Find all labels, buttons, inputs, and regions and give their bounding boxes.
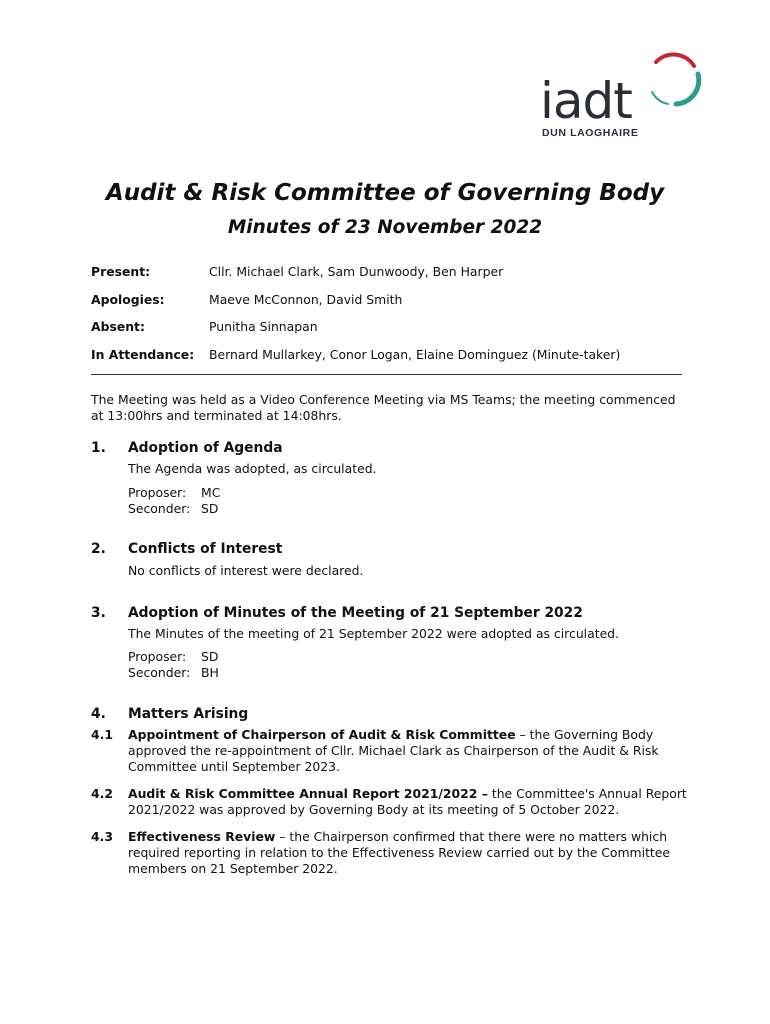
section-title: Adoption of Minutes of the Meeting of 21 September 2022 — [128, 605, 583, 621]
proposer-line — [128, 649, 218, 665]
attendance-in-attendance — [91, 347, 620, 362]
document-title: Audit & Risk Committee of Governing Body — [105, 180, 665, 206]
subsection-text — [128, 829, 688, 877]
section-number: 1. — [91, 440, 106, 456]
logo-wordmark: iadt — [540, 72, 632, 130]
section-text: No conflicts of interest were declared. — [128, 563, 364, 578]
section-title: Adoption of Agenda — [128, 440, 283, 456]
meeting-intro: The Meeting was held as a Video Conference Meeting via MS Teams; the meeting commenced at 13:00hrs and terminated at 14:08hrs. — [91, 392, 676, 423]
section-title: Conflicts of Interest — [128, 541, 283, 557]
subsection-body: – the Chairperson confirmed that there were no matters which required reporting in relation to the Effectiveness Review carried out by the Committee members on 21 September 2022. — [128, 829, 671, 876]
seconder-value: SD — [201, 501, 219, 516]
attendance-value: Bernard Mullarkey, Conor Logan, Elaine Dominguez (Minute-taker) — [209, 347, 621, 362]
subsection-text — [128, 727, 688, 775]
subsection-number: 4.2 — [91, 786, 113, 801]
logo-arc-icon — [642, 52, 704, 108]
subsection-heading: Audit & Risk Committee Annual Report 2021/2022 – — [128, 786, 488, 801]
attendance-value: Punitha Sinnapan — [209, 319, 318, 334]
section-number: 3. — [91, 605, 106, 621]
attendance-label: Apologies: — [91, 292, 165, 307]
proposer-value: MC — [201, 485, 221, 500]
proposer-label: Proposer: — [128, 649, 187, 664]
section-number: 4. — [91, 706, 106, 722]
attendance-absent — [91, 319, 318, 334]
proposer-value: SD — [201, 649, 219, 664]
subsection-number: 4.1 — [91, 727, 113, 742]
subsection-text — [128, 786, 688, 818]
section-title: Matters Arising — [128, 706, 249, 722]
attendance-label: Absent: — [91, 319, 145, 334]
subsection-heading: Appointment of Chairperson of Audit & Risk Committee — [128, 727, 516, 742]
section-text: The Minutes of the meeting of 21 September 2022 were adopted as circulated. — [128, 626, 619, 641]
logo-subtitle: DUN LAOGHAIRE — [542, 127, 639, 139]
attendance-value: Maeve McConnon, David Smith — [209, 292, 403, 307]
attendance-label: Present: — [91, 264, 151, 279]
divider — [91, 374, 682, 375]
subsection-body: the Committee's Annual Report 2021/2022 was approved by Governing Body at its meeting of 5 October 2022. — [128, 786, 687, 817]
proposer-line — [128, 485, 220, 501]
proposer-label: Proposer: — [128, 485, 187, 500]
document-subtitle: Minutes of 23 November 2022 — [227, 217, 543, 238]
subsection-heading: Effectiveness Review — [128, 829, 276, 844]
attendance-label: In Attendance: — [91, 347, 195, 362]
subsection-number: 4.3 — [91, 829, 113, 844]
section-text: The Agenda was adopted, as circulated. — [128, 461, 377, 476]
seconder-label: Seconder: — [128, 501, 191, 516]
seconder-line — [128, 665, 219, 681]
seconder-line — [128, 501, 218, 517]
subsection-body: – the Governing Body approved the re-appointment of Cllr. Michael Clark as Chairperson of the Audit & Risk Committee until September 2023. — [128, 727, 659, 774]
iadt-logo — [538, 50, 708, 140]
attendance-present — [91, 264, 503, 279]
attendance-apologies — [91, 292, 402, 307]
attendance-value: Cllr. Michael Clark, Sam Dunwoody, Ben Harper — [209, 264, 504, 279]
seconder-label: Seconder: — [128, 665, 191, 680]
section-number: 2. — [91, 541, 106, 557]
seconder-value: BH — [201, 665, 219, 680]
